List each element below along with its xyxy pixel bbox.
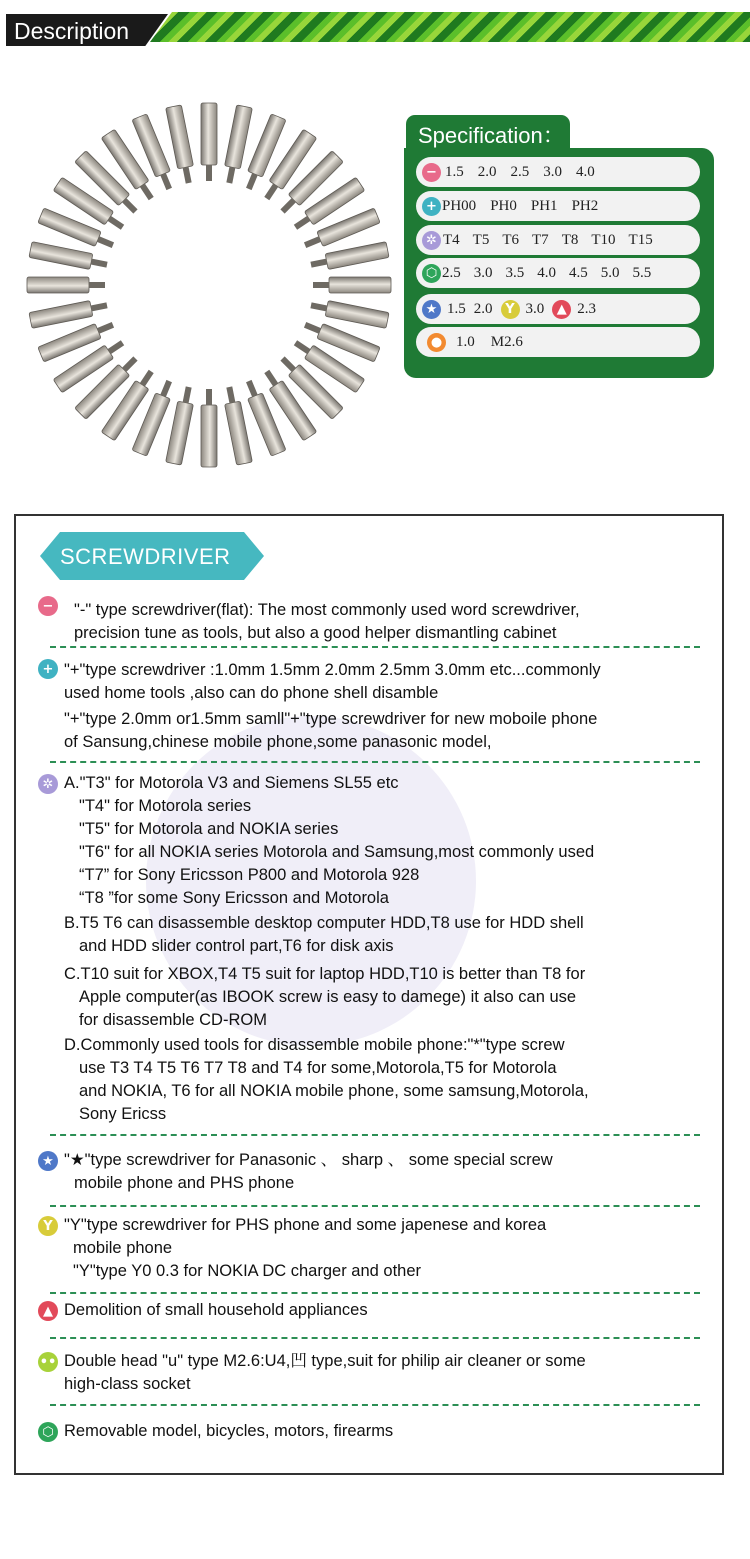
spec-value: 1.0 bbox=[456, 333, 475, 350]
spec-value: 2.5 bbox=[510, 163, 530, 180]
entry-line: C.T10 suit for XBOX,T4 T5 suit for laptop HDD,T10 is better than T8 for bbox=[64, 965, 586, 983]
plus-icon: + bbox=[38, 659, 58, 679]
entry-line: A."T3" for Motorola V3 and Siemens SL55 etc bbox=[64, 774, 399, 792]
spec-value: T10 bbox=[591, 231, 616, 248]
screwdriver-bit bbox=[309, 297, 389, 328]
entry-line: for disassemble CD-ROM bbox=[79, 1011, 267, 1029]
entry-line: Sony Ericss bbox=[79, 1105, 167, 1123]
spec-row-flat bbox=[416, 157, 700, 187]
divider bbox=[50, 1292, 700, 1294]
screwdriver-bit bbox=[29, 242, 109, 273]
spec-value: PH00 bbox=[442, 197, 477, 214]
screwdriver-bit bbox=[29, 297, 109, 328]
divider bbox=[50, 1404, 700, 1406]
entry-line: and NOKIA, T6 for all NOKIA mobile phone, some samsung,Motorola, bbox=[79, 1082, 589, 1100]
entry-line: D.Commonly used tools for disassemble mobile phone:"*"type screw bbox=[64, 1036, 565, 1054]
screwdriver-description-box bbox=[14, 514, 724, 1475]
divider bbox=[50, 1134, 700, 1136]
entry-line: mobile phone bbox=[73, 1239, 173, 1257]
entry-line: "+"type 2.0mm or1.5mm samll"+"type screwdriver for new moboile phone bbox=[64, 710, 598, 728]
spec-value: 2.5 bbox=[442, 264, 461, 281]
triangle-icon: ▲ bbox=[38, 1301, 58, 1321]
screwdriver-bit bbox=[221, 105, 252, 185]
spec-value: 2.0 bbox=[477, 163, 497, 180]
entry-line: mobile phone and PHS phone bbox=[74, 1174, 295, 1192]
spec-row-phillips bbox=[416, 191, 700, 221]
spec-value: PH2 bbox=[571, 197, 599, 214]
minus-icon: − bbox=[38, 596, 58, 616]
spec-value: PH0 bbox=[490, 197, 517, 214]
divider bbox=[50, 761, 700, 763]
spec-value: 1.5 bbox=[447, 300, 466, 317]
entry-line: Demolition of small household appliances bbox=[64, 1301, 368, 1319]
spec-value: T7 bbox=[532, 231, 549, 248]
plus-icon: + bbox=[422, 197, 441, 216]
entry-line: Removable model, bicycles, motors, firearms bbox=[64, 1422, 394, 1440]
spec-value: 2.3 bbox=[577, 300, 596, 317]
entry-line: precision tune as tools, but also a good helper dismantling cabinet bbox=[74, 624, 557, 642]
tri-wing-y-icon: Y bbox=[501, 300, 520, 319]
hexagon-icon: ⬡ bbox=[422, 264, 441, 283]
spec-value: 1.5 bbox=[445, 163, 464, 180]
spec-value: 3.0 bbox=[525, 300, 545, 317]
screwdriver-bit bbox=[313, 277, 391, 293]
spec-value: 5.5 bbox=[632, 264, 652, 281]
spec-value: T6 bbox=[502, 231, 520, 248]
entry-line: Double head "u" type M2.6:U4,凹 type,suit for philip air cleaner or some bbox=[64, 1352, 586, 1370]
banner-stripe-decoration bbox=[150, 12, 750, 42]
spec-value: T8 bbox=[561, 231, 579, 248]
entry-line: "-" type screwdriver(flat): The most commonly used word screwdriver, bbox=[74, 601, 580, 619]
minus-icon: − bbox=[422, 163, 441, 182]
spec-value: 4.0 bbox=[537, 264, 556, 281]
entry-line: used home tools ,also can do phone shell disamble bbox=[64, 684, 439, 702]
screwdriver-bit bbox=[201, 389, 217, 467]
entry-line: “T7” for Sony Ericsson P800 and Motorola 928 bbox=[79, 866, 420, 884]
description-banner bbox=[0, 12, 750, 46]
entry-line: "+"type screwdriver :1.0mm 1.5mm 2.0mm 2.5mm 3.0mm etc...commonly bbox=[64, 661, 601, 679]
entry-line: "T6" for all NOKIA series Motorola and Samsung,most commonly used bbox=[79, 843, 595, 861]
spec-row-hex bbox=[416, 258, 700, 288]
torx-star-icon: ✲ bbox=[422, 231, 441, 250]
spec-row-special bbox=[416, 294, 700, 324]
spec-value: T4 bbox=[443, 231, 460, 248]
entry-line: "Y"type Y0 0.3 for NOKIA DC charger and other bbox=[73, 1262, 422, 1280]
tri-wing-y-icon: Y bbox=[38, 1216, 58, 1236]
screwdriver-bits-ring-image bbox=[24, 100, 394, 470]
entry-line: B.T5 T6 can disassemble desktop computer HDD,T8 use for HDD shell bbox=[64, 914, 584, 932]
entry-line: "Y"type screwdriver for PHS phone and some japenese and korea bbox=[64, 1216, 547, 1234]
spec-value: 4.5 bbox=[569, 264, 588, 281]
screwdriver-bit bbox=[166, 385, 197, 465]
entry-line: “T8 ”for some Sony Ericsson and Motorola bbox=[79, 889, 389, 907]
hexagon-icon: ⬡ bbox=[38, 1422, 58, 1442]
spec-value: 3.5 bbox=[505, 264, 525, 281]
screwdriver-bit bbox=[309, 242, 389, 273]
spec-value: T5 bbox=[472, 231, 490, 248]
entry-line: and HDD slider control part,T6 for disk axis bbox=[79, 937, 394, 955]
screwdriver-bit bbox=[201, 103, 217, 181]
screwdriver-bit bbox=[166, 105, 197, 185]
divider bbox=[50, 1205, 700, 1207]
screwdriver-bit bbox=[27, 277, 105, 293]
spec-row-u-type bbox=[416, 327, 700, 357]
pentalobe-star-icon: ★ bbox=[422, 300, 441, 319]
entry-line: "T4" for Motorola series bbox=[79, 797, 252, 815]
triangle-icon: ▲ bbox=[552, 300, 571, 319]
circle-dot-icon: ● bbox=[427, 333, 446, 352]
entry-line: "★"type screwdriver for Panasonic 、 sharp 、 some special screw bbox=[64, 1151, 553, 1169]
entry-line: "T5" for Motorola and NOKIA series bbox=[79, 820, 339, 838]
spec-value: 5.0 bbox=[600, 264, 620, 281]
entry-line: Apple computer(as IBOOK screw is easy to damege) it also can use bbox=[79, 988, 577, 1006]
entry-line: of Sansung,chinese mobile phone,some panasonic model, bbox=[64, 733, 492, 751]
banner-title: Description bbox=[14, 18, 130, 44]
entry-line: use T3 T4 T5 T6 T7 T8 and T4 for some,Motorola,T5 for Motorola bbox=[79, 1059, 557, 1077]
pentalobe-star-icon: ★ bbox=[38, 1151, 58, 1171]
section-title: SCREWDRIVER bbox=[60, 544, 231, 569]
spec-value: 4.0 bbox=[576, 163, 595, 180]
u-type-icon: •• bbox=[38, 1352, 58, 1372]
torx-star-icon: ✲ bbox=[38, 774, 58, 794]
screwdriver-bit bbox=[221, 385, 252, 465]
spec-value: 2.0 bbox=[473, 300, 493, 317]
spec-value: M2.6 bbox=[490, 333, 523, 350]
spec-row-torx bbox=[416, 225, 700, 255]
spec-value: PH1 bbox=[530, 197, 558, 214]
spec-value: 3.0 bbox=[543, 163, 562, 180]
spec-value: T15 bbox=[628, 231, 653, 248]
specification-title: Specification： bbox=[418, 123, 565, 148]
divider bbox=[50, 646, 700, 648]
spec-value: 3.0 bbox=[473, 264, 493, 281]
entry-line: high-class socket bbox=[64, 1375, 191, 1393]
divider bbox=[50, 1337, 700, 1339]
